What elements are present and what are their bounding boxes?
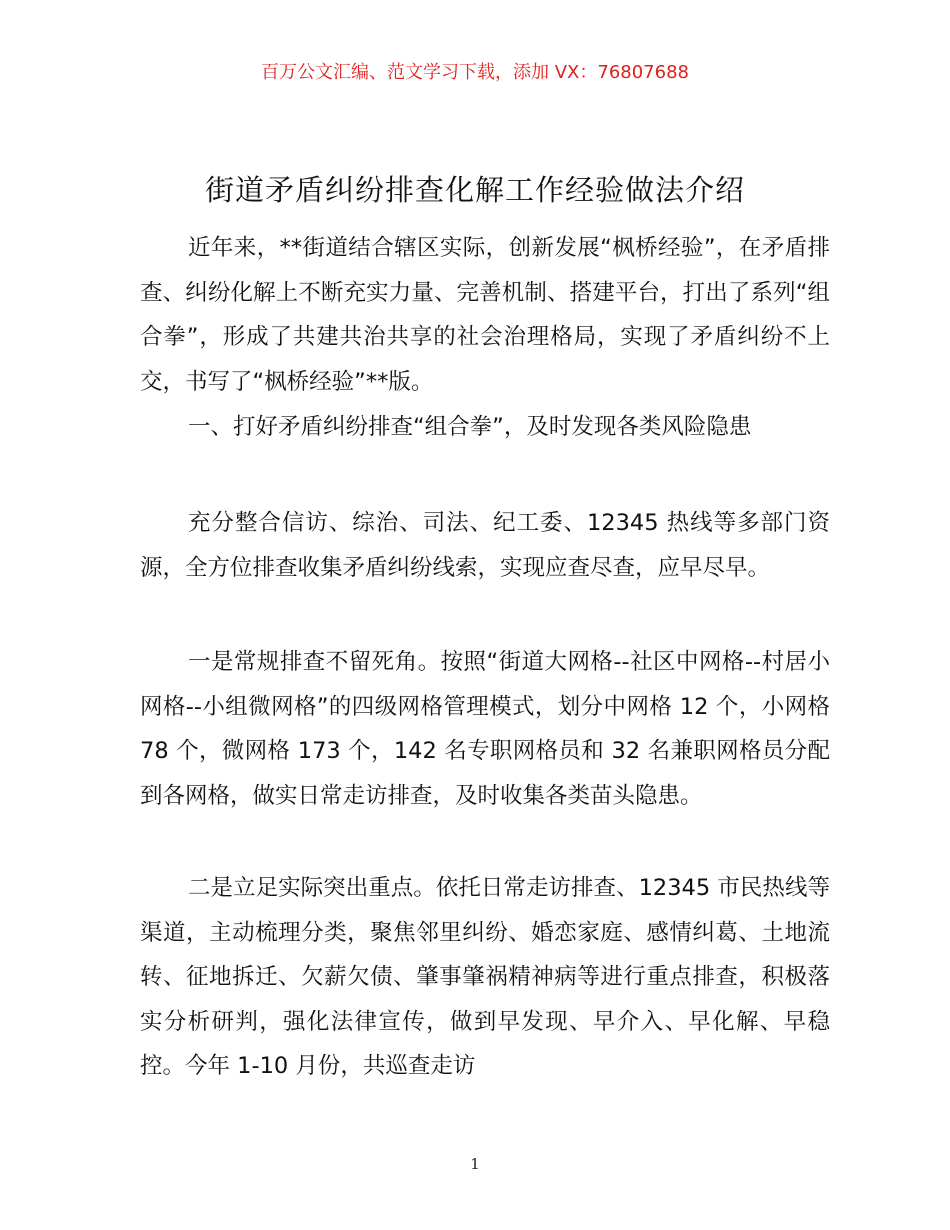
- paragraph-section-1: 充分整合信访、综治、司法、纪工委、12345 热线等多部门资源，全方位排查收集矛盾纠纷线索，实现应查尽查，应早尽早。: [140, 510, 830, 581]
- page-number: 1: [470, 1155, 480, 1173]
- paragraph-intro: 近年来，**街道结合辖区实际，创新发展“枫桥经验”，在矛盾排查、纠纷化解上不断充实力量、完善机制、搭建平台，打出了系列“组合拳”，形成了共建共治共享的社会治理格局，实现了矛盾纠纷不上交，书写了“枫桥经验”**版。: [140, 235, 830, 395]
- document-title: 街道矛盾纠纷排查化解工作经验做法介绍: [204, 173, 745, 207]
- header-note: 百万公文汇编、范文学习下载，添加 VX：76807688: [261, 62, 689, 83]
- paragraph-point-1: 一是常规排查不留死角。按照“街道大网格--社区中网格--村居小网格--小组微网格”的四级网格管理模式，划分中网格 12 个，小网格 78 个，微网格 173 个，142 名专职网格员和 32 名兼职网格员分配到各网格，做实日常走访排查，及时收集各类苗头隐患。: [140, 649, 830, 809]
- paragraph-point-2: 二是立足实际突出重点。依托日常走访排查、12345 市民热线等渠道，主动梳理分类，聚焦邻里纠纷、婚恋家庭、感情纠葛、土地流转、征地拆迁、欠薪欠债、肇事肇祸精神病等进行重点排查，积极落实分析研判，强化法律宣传，做到早发现、早介入、早化解、早稳控。今年 1-10 月份，共巡查走访: [140, 875, 830, 1079]
- section-heading-1: 一、打好矛盾纠纷排查“组合拳”，及时发现各类风险隐患: [188, 414, 752, 440]
